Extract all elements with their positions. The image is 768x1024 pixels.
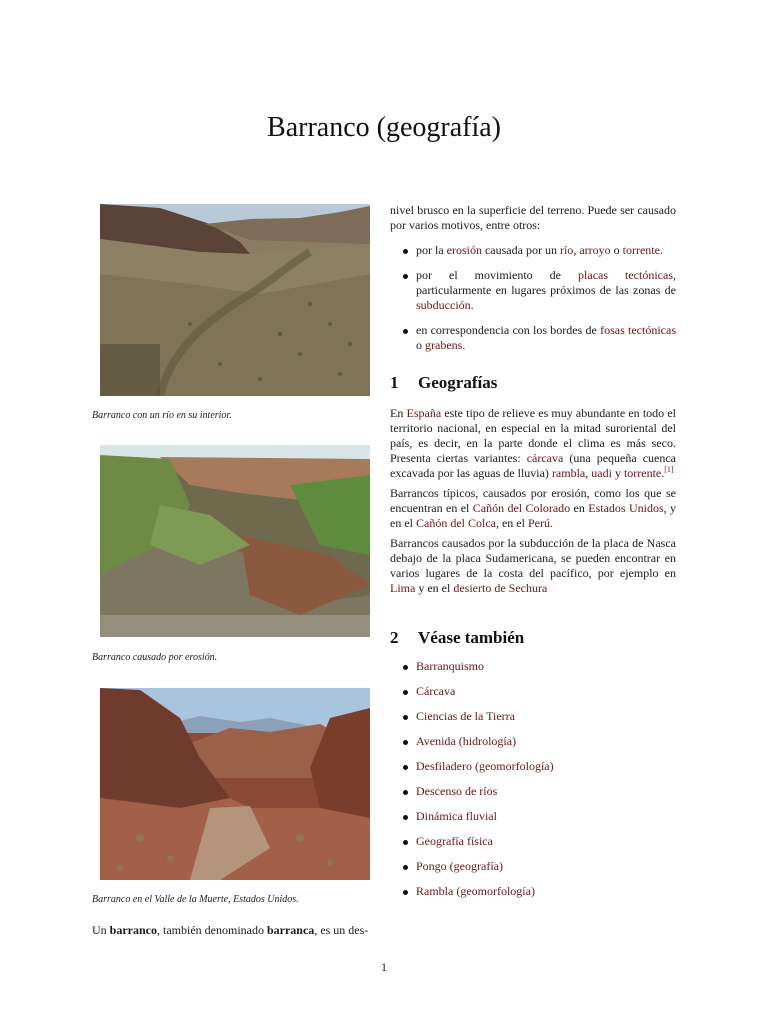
link-torrente[interactable]: torrente [622,243,660,257]
intro-paragraph-start: Un barranco, también denominado barranca, es un des- [92,923,369,937]
list-item [390,834,676,849]
link-canon-colorado[interactable]: Cañón del Colorado [472,501,571,515]
see-also-link[interactable]: Geografía física [416,834,493,848]
list-item [390,809,676,824]
see-also-link[interactable]: Dinámica fluvial [416,809,497,823]
list-item [390,684,676,699]
figure-ravine-river [100,204,370,396]
figure-caption: Barranco causado por erosión. [92,652,218,663]
figure-erosion-gully [100,445,370,637]
see-also-link[interactable]: Descenso de ríos [416,784,498,798]
section-heading-geografias: 1 Geografías [390,373,498,392]
list-item: por el movimiento de placas tectónicas, particularmente en lugares próximos de las zonas de subducción. [390,268,676,313]
paragraph-subduccion: Barrancos causados por la subducción de la placa de Nasca debajo de la placa Sudamericana, se pueden encontrar en varios lugares de la costa del pacífico, por ejemplo en Lima y en el desierto de Sechura [390,536,676,595]
see-also-link[interactable]: Cárcava [416,684,456,698]
link-erosion[interactable]: erosión [446,243,482,257]
see-also-link[interactable]: Ciencias de la Tierra [416,709,515,723]
link-carcava[interactable]: cárcava [526,451,564,465]
paragraph-espana: En España este tipo de relieve es muy abundante en todo el territorio nacional, en especial en la mitad suroriental del país, es decir, en la parte donde el clima es más seco. Presenta ciertas variantes: cárcava (una pequeña cuenca excavada por las aguas de lluvia) rambla, uadi y torrente.[1] [390,406,676,480]
list-item [390,784,676,799]
paragraph-barrancos-tipicos: Barrancos típicos, causados por erosión, como los que se encuentran en el Cañón del Colorado en Estados Unidos, y en el Cañón del Colca, en el Perú. [390,486,677,530]
link-arroyo[interactable]: arroyo [579,243,611,257]
link-subduccion[interactable]: subducción [416,298,471,312]
see-also-link[interactable]: Rambla (geomorfología) [416,884,535,898]
link-placas-tectonicas[interactable]: placas tectónicas [578,268,673,282]
link-rambla[interactable]: rambla [551,466,586,480]
link-peru[interactable]: Perú [527,516,550,530]
reference-link[interactable]: [1] [664,465,674,474]
list-item [390,709,676,724]
link-uadi[interactable]: uadi [591,466,612,480]
link-canon-colca[interactable]: Cañón del Colca [416,516,496,530]
page-title: Barranco (geografía) [267,112,501,143]
list-item: por la erosión causada por un río, arroyo o torrente. [390,243,676,258]
figure-caption: Barranco en el Valle de la Muerte, Estados Unidos. [92,894,299,905]
link-fosas-tectonicas[interactable]: fosas tectónicas [600,323,676,337]
link-torrente-2[interactable]: torrente [623,466,662,480]
right-column [390,203,676,909]
list-item [390,859,676,874]
link-desierto-sechura[interactable]: desierto de Sechura [453,581,548,595]
link-lima[interactable]: Lima [390,581,416,595]
intro-paragraph-continued: nivel brusco en la superficie del terreno. Puede ser causado por varios motivos, entre otros: [390,203,676,232]
figure-death-valley [100,688,370,880]
page-number: 1 [381,960,387,974]
see-also-link[interactable]: Avenida (hidrología) [416,734,517,748]
see-also-link[interactable]: Desfiladero (geomorfología) [416,759,554,773]
figure-caption: Barranco con un río en su interior. [92,410,232,421]
list-item: en correspondencia con los bordes de fosas tectónicas o grabens. [390,323,676,353]
see-also-list [390,659,676,899]
see-also-link[interactable]: Pongo (geografía) [416,859,503,873]
see-also-link[interactable]: Barranquismo [416,659,484,673]
list-item [390,659,676,674]
list-item [390,759,676,774]
link-espana[interactable]: España [406,406,442,420]
causes-list [390,243,676,353]
link-grabens[interactable]: grabens [425,338,463,352]
link-estados-unidos[interactable]: Estados Unidos [588,501,664,515]
link-rio[interactable]: río [559,243,574,257]
list-item [390,734,676,749]
section-heading-vease-tambien: 2 Véase también [390,628,525,647]
list-item [390,884,676,899]
